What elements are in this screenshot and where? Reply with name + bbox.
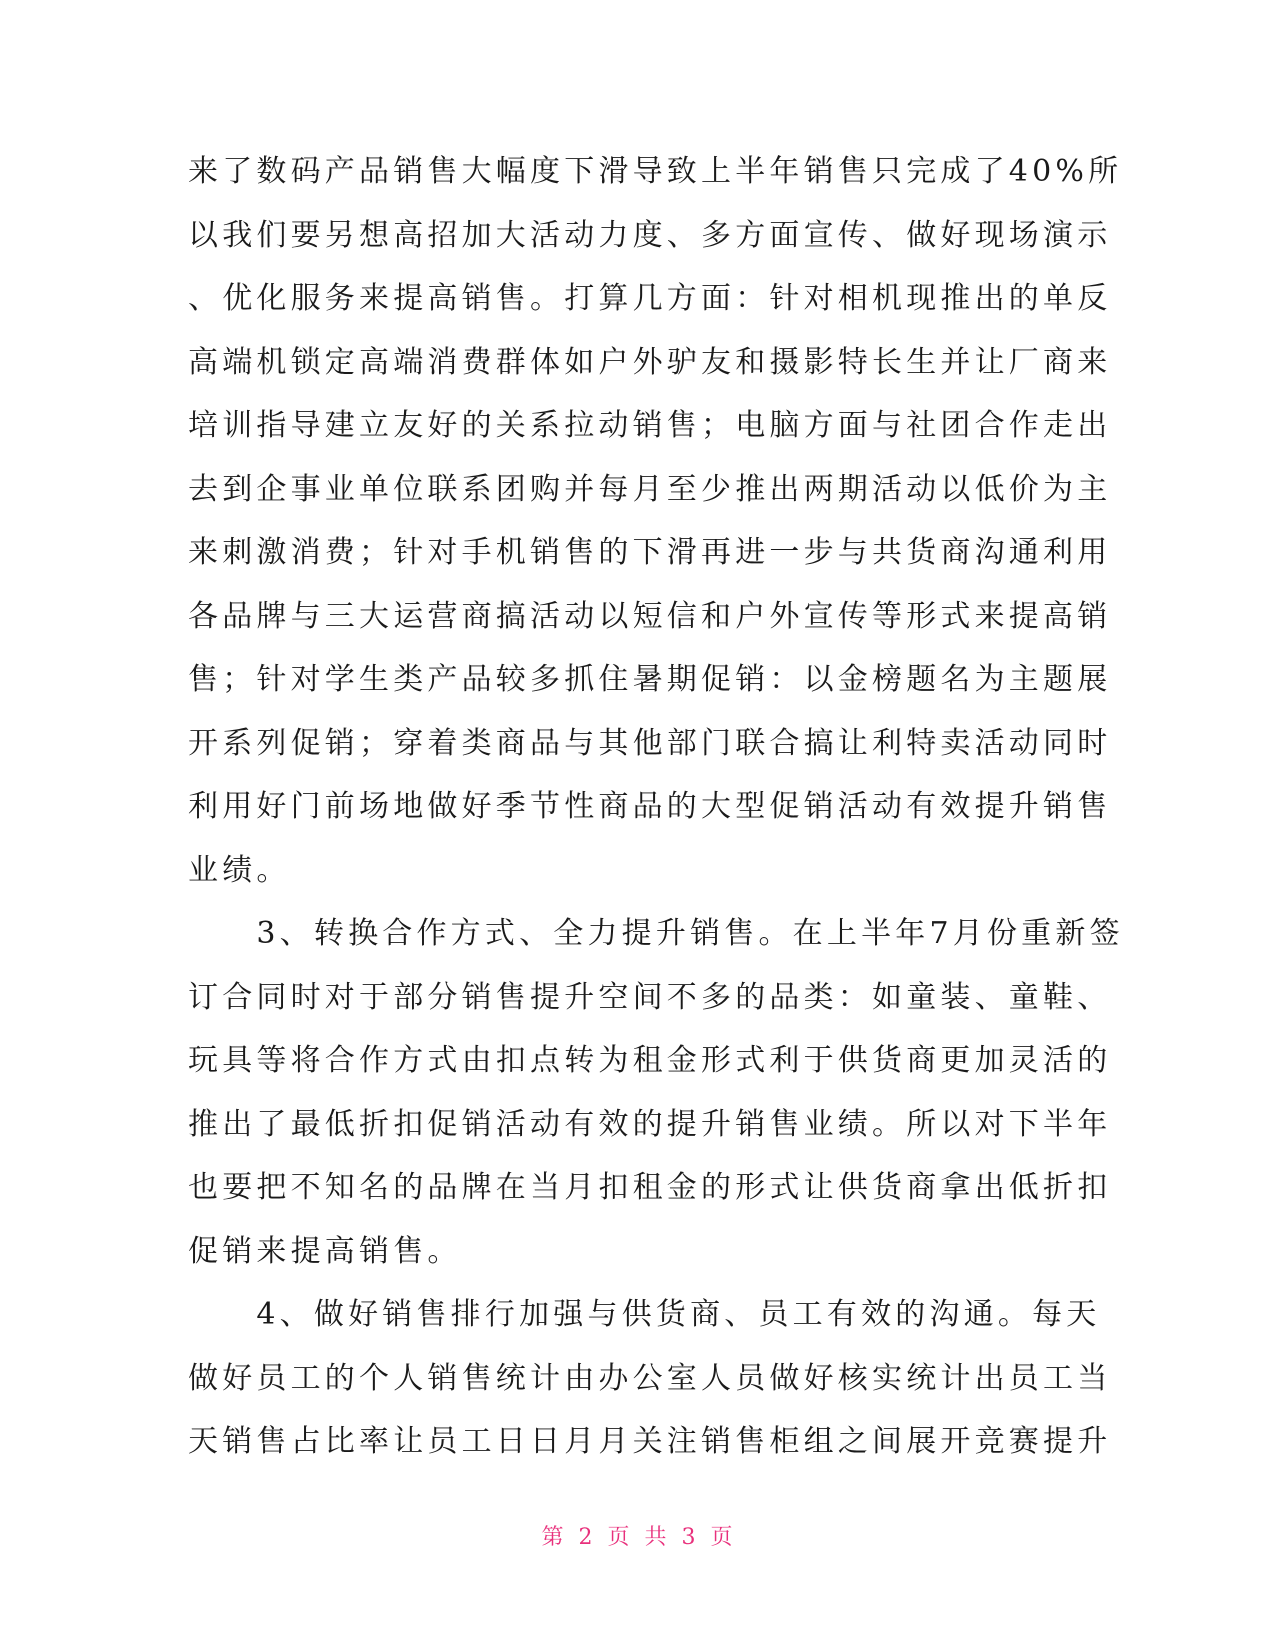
text-line: 、优化服务来提高销售。打算几方面：针对相机现推出的单反 [188, 281, 1112, 316]
footer-suffix: 页 [710, 1525, 734, 1550]
text-line: 3、转换合作方式、全力提升销售。在上半年7月份重新签 [188, 916, 1124, 951]
text-line: 各品牌与三大运营商搞活动以短信和户外宣传等形式来提高销 [188, 598, 1112, 634]
text-line: 售；针对学生类产品较多抓住暑期促销：以金榜题名为主题展 [188, 662, 1112, 697]
text-line: 订合同时对于部分销售提升空间不多的品类：如童装、童鞋、 [188, 979, 1112, 1015]
total-page-count: 3 [681, 1525, 697, 1550]
body-text [188, 140, 1124, 1474]
text-line: 来刺激消费；针对手机销售的下滑再进一步与共货商沟通利用 [188, 535, 1112, 570]
text-line: 玩具等将合作方式由扣点转为租金形式利于供货商更加灵活的 [188, 1043, 1112, 1078]
text-line: 去到企事业单位联系团购并每月至少推出两期活动以低价为主 [188, 471, 1112, 507]
text-line: 培训指导建立友好的关系拉动销售；电脑方面与社团合作走出 [188, 408, 1112, 443]
footer-prefix: 第 [541, 1525, 565, 1550]
footer-total-prefix: 共 [644, 1525, 668, 1550]
text-line: 天销售占比率让员工日日月月关注销售柜组之间展开竞赛提升 [188, 1424, 1112, 1459]
text-line: 也要把不知名的品牌在当月扣租金的形式让供货商拿出低折扣 [188, 1170, 1112, 1205]
text-line: 开系列促销；穿着类商品与其他部门联合搞让利特卖活动同时 [188, 725, 1112, 761]
text-line: 来了数码产品销售大幅度下滑导致上半年销售只完成了40%所 [188, 154, 1123, 189]
text-line: 4、做好销售排行加强与供货商、员工有效的沟通。每天 [188, 1297, 1101, 1332]
text-line: 利用好门前场地做好季节性商品的大型促销活动有效提升销售 [188, 789, 1112, 824]
text-line: 以我们要另想高招加大活动力度、多方面宣传、做好现场演示 [188, 217, 1112, 253]
current-page-number: 2 [578, 1525, 594, 1550]
footer-page-word: 页 [607, 1525, 631, 1550]
text-line: 促销来提高销售。 [188, 1233, 462, 1269]
text-line: 高端机锁定高端消费群体如户外驴友和摄影特长生并让厂商来 [188, 344, 1112, 380]
page-footer [0, 1520, 1275, 1551]
text-line: 推出了最低折扣促销活动有效的提升销售业绩。所以对下半年 [188, 1106, 1112, 1142]
text-line: 做好员工的个人销售统计由办公室人员做好核实统计出员工当 [188, 1360, 1112, 1396]
text-line: 业绩。 [188, 852, 291, 888]
